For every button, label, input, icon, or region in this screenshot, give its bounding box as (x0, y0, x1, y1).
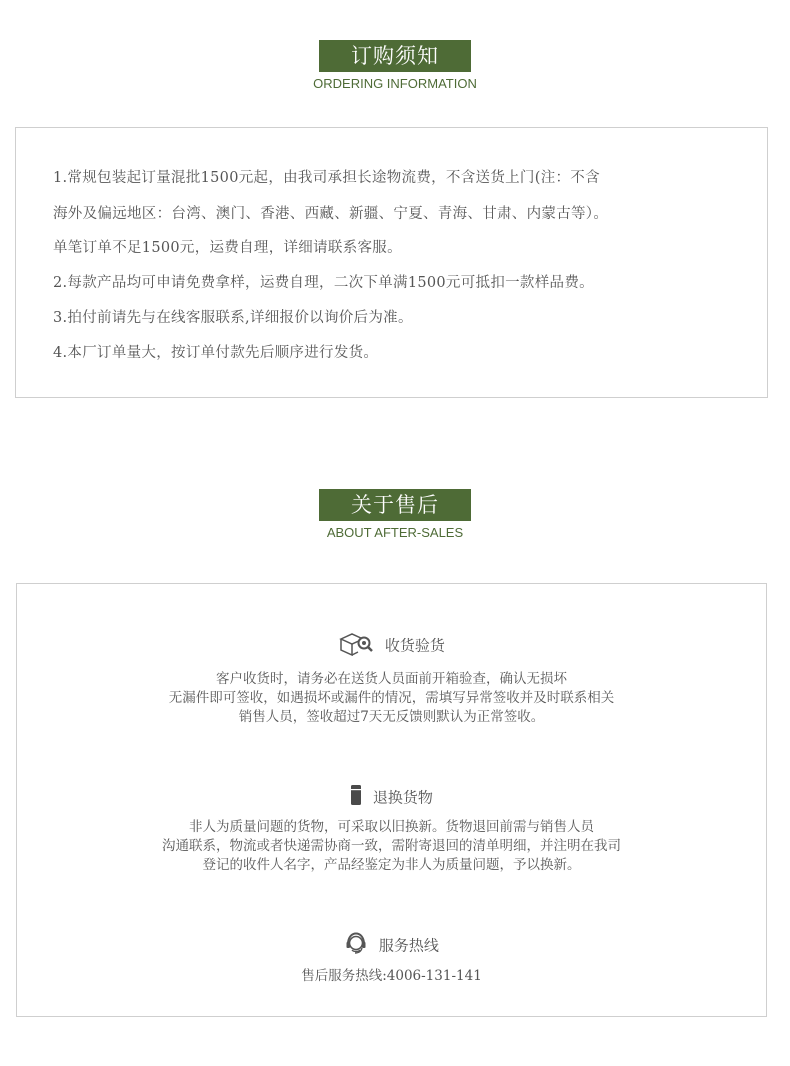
block-return-line-1: 非人为质量问题的货物，可采取以旧换新。货物退回前需与销售人员 (189, 819, 594, 835)
block-hotline-heading (17, 931, 766, 959)
block-receive-line-2: 无漏件即可签收，如遇损坏或漏件的情况，需填写异常签收并及时联系相关 (168, 690, 615, 706)
block-receive-label: 收货验货 (384, 636, 445, 655)
ordering-line-1: 1.常规包装起订量混批1500元起，由我司承担长途物流费，不含送货上门(注：不含 (53, 170, 600, 186)
hotline-number: 售后服务热线:4006-131-141 (301, 968, 482, 984)
block-hotline-text (17, 967, 766, 986)
ordering-info-box (15, 127, 768, 398)
aftersales-subtitle: ABOUT AFTER-SALES (326, 525, 464, 540)
aftersales-header (0, 489, 790, 540)
block-return-line-2: 沟通联系，物流或者快递需协商一致，需附寄退回的清单明细，并注明在我司 (162, 838, 621, 854)
ordering-line-6: 4.本厂订单量大，按订单付款先后顺序进行发货。 (53, 345, 379, 361)
block-receive-heading (17, 630, 766, 660)
ordering-line-4: 2.每款产品均可申请免费拿样，运费自理，二次下单满1500元可抵扣一款样品费。 (53, 275, 594, 291)
aftersales-title: 关于售后 (319, 489, 471, 521)
ordering-header (0, 40, 790, 91)
return-exchange-icon (350, 784, 362, 810)
block-return-line-3: 登记的收件人名字，产品经鉴定为非人为质量问题，予以换新。 (202, 857, 581, 873)
block-return-heading (17, 784, 766, 810)
block-return-text (17, 818, 766, 875)
ordering-line-2: 海外及偏远地区：台湾、澳门、香港、西藏、新疆、宁夏、青海、甘肃、内蒙古等）。 (53, 206, 609, 222)
block-receive-line-3: 销售人员，签收超过7天无反馈则默认为正常签收。 (238, 709, 545, 725)
block-receive-line-1: 客户收货时，请务必在送货人员面前开箱验查，确认无损坏 (216, 671, 567, 687)
ordering-line-5: 3.拍付前请先与在线客服联系,详细报价以询价后为准。 (53, 310, 413, 326)
aftersales-info-box (16, 583, 767, 1017)
ordering-line-3: 单笔订单不足1500元，运费自理，详细请联系客服。 (53, 240, 402, 256)
block-hotline-label: 服务热线 (378, 936, 439, 955)
block-return-label: 退换货物 (372, 788, 433, 807)
ordering-subtitle: ORDERING INFORMATION (313, 76, 477, 91)
ordering-title: 订购须知 (319, 40, 471, 72)
package-inspect-icon (338, 630, 374, 660)
headset-icon (344, 931, 368, 959)
block-receive-text (17, 670, 766, 727)
